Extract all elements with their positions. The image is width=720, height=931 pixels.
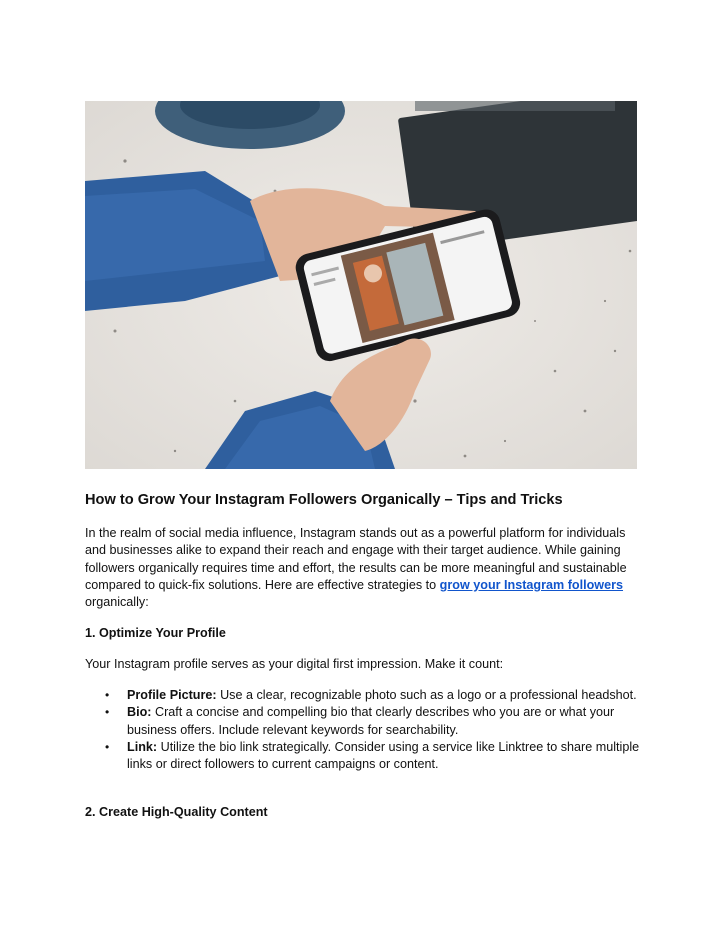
bullet-label: Profile Picture: [127,688,217,702]
bullet-label: Link: [127,739,158,754]
bullet-icon: • [105,739,110,754]
section-heading-high-quality-content: 2. Create High-Quality Content [85,805,268,819]
intro-text: In the realm of social media influence, Instagram stands out as a powerful platform for individuals and businesses alike to expand their reach and engage with their target audience. While gaining followers organically requires time and effort, the results can be more meaningful and sustainable compared to quick-fix solutions. Here are effective strategies to [85,526,627,592]
tips-list [85,687,645,773]
bullet-text: Utilize the bio link strategically. Consider using a service like Linktree to share multiple links or direct followers to current campaigns or content. [127,739,640,772]
bullet-icon: • [105,705,110,720]
intro-paragraph [85,525,645,611]
list-item [85,687,645,704]
phone-in-hands-illustration [85,101,637,469]
list-item [85,704,645,739]
bullet-icon: • [105,688,110,702]
bullet-text: Craft a concise and compelling bio that clearly describes who you are or what your business offers. Include relevant keywords for searchability. [127,705,615,737]
intro-suffix: organically: [85,595,149,610]
section-intro: Your Instagram profile serves as your digital first impression. Make it count: [85,657,504,671]
bullet-text: Use a clear, recognizable photo such as a logo or a professional headshot. [216,688,637,702]
section-heading-optimize-profile: 1. Optimize Your Profile [85,626,226,640]
list-item [85,739,645,774]
article-title: How to Grow Your Instagram Followers Organically – Tips and Tricks [85,492,563,508]
hero-image [85,101,637,469]
grow-followers-link[interactable]: grow your Instagram followers [439,577,624,592]
bullet-label: Bio: [127,705,152,720]
